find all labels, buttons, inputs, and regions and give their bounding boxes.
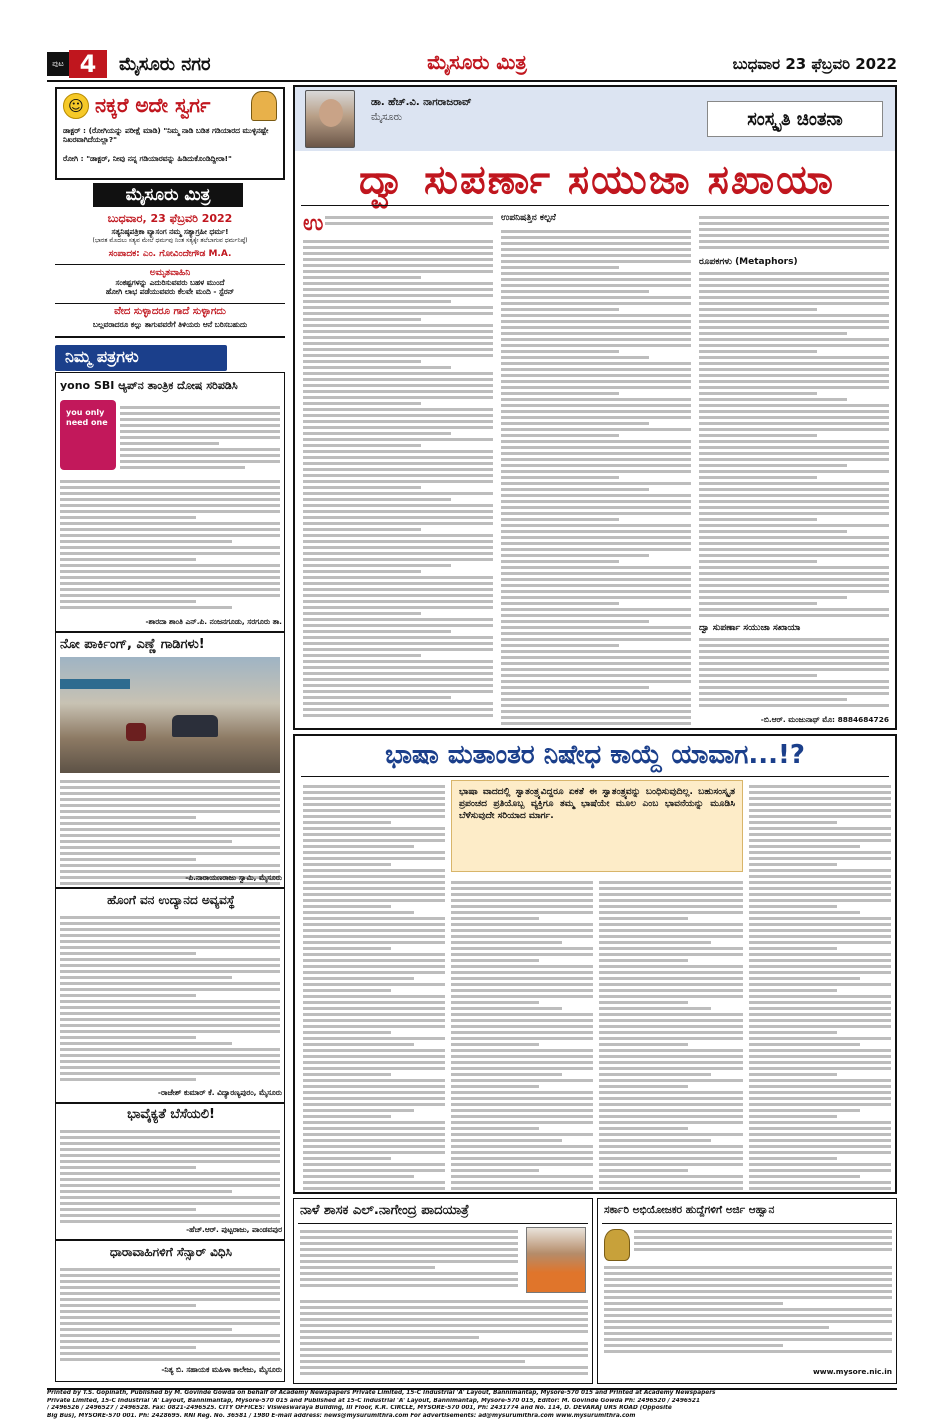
letter-divider-3 — [56, 1102, 284, 1104]
bhasha-lead: ಭಾಷಾ ವಾದದಲ್ಲಿ ಸ್ವಾತಂತ್ರ್ಯವಿದ್ದರೂ ಏಕತೆ ಈ ಸ್ವಾತಂತ್ರ್ಯವನ್ನು ಬಂಧಿಸುವುದಿಲ್ಲ. ಬಹುಸಂಸ್ಕೃತ ಪ್ರಪಂಚದ ಪ್ರತಿಯೊಬ್ಬ ವ್ಯಕ್ತಿಗೂ ತಮ್ಮ ಭಾಷೆಯೇ ಮೂಲ ಎಂಬ ಭಾವನೆಯನ್ನು ಮೂಡಿಸಿ ಬೆಳೆಸುವುದೇ ಸರಿಯಾದ ಮಾರ್ಗ. — [459, 787, 735, 821]
bhasha-headline: ಭಾಷಾ ಮತಾಂತರ ನಿಷೇಧ ಕಾಯ್ದೆ ಯಾವಾಗ...!? — [385, 740, 805, 770]
sarkari-body-2 — [604, 1263, 892, 1363]
footer-line-4: Big Bus), MYSORE-570 001. Ph: 2428695. RNI Reg. No. 36581 / 1980 E-mail address: news@mysurumithra.com For advertisements: ad@mysurumithra.com www.mysurumithra.com — [47, 1412, 636, 1419]
nakkare-box — [55, 87, 285, 180]
letter-title-1: yono SBI ಆ್ಯಪ್‌ನ ತಾಂತ್ರಿಕ ದೋಷ ಸರಿಪಡಿಸಿ — [60, 379, 238, 392]
page-number: 4 — [69, 50, 107, 78]
letter-body-1b — [60, 477, 280, 613]
headline-rule — [301, 205, 889, 206]
masthead-box — [55, 183, 285, 265]
amruta-line-1: ಸಂಕಷ್ಟಗಳನ್ನು ಎದುರಿಸುವವರು ಬಹಳ ಮುಂದೆ — [115, 278, 225, 287]
bhasha-article — [293, 734, 897, 1194]
letter-body-1a — [120, 403, 280, 475]
letter-title-4: ಭಾವೈಕ್ಯತೆ ಬೆಸೆಯಲಿ! — [127, 1107, 215, 1122]
vedha-box — [55, 306, 285, 338]
feature-article — [293, 85, 897, 730]
masthead-tagline-2: (ಭಾರತ ಮೊದಲು ಸತ್ಯವ ಮೇಲೆ ಧರ್ಮವು ನಿಂತ ಸತ್ಯಕ್ಕೇ ತಲೆಬಾಗುವ ಧರ್ಮನಿಷ್ಠೆ) — [92, 237, 248, 244]
letter-title-5: ಧಾರಾವಾಹಿಗಳಿಗೆ ಸೆನ್ಸಾರ್ ವಿಧಿಸಿ — [109, 1245, 233, 1259]
nale-body-2 — [300, 1297, 588, 1381]
feature-subhead-2: ರೂಪಕಗಳು (Metaphors) — [699, 257, 798, 267]
bhasha-col-4 — [749, 782, 891, 1190]
yono-promo-text: you only need one — [66, 408, 108, 427]
masthead-name: ಮೈಸೂರು ಮಿತ್ರ — [93, 183, 243, 207]
parked-scooter — [126, 723, 146, 741]
letter-sign-5: -ನಿತ್ಯ ಬಿ. ಸಹಾಯಕ ಮಹಿಳಾ ಕಾಲೇಜು, ಮೈಸೂರು — [161, 1365, 282, 1374]
letter-title-2: ನೋ ಪಾರ್ಕಿಂಗ್, ಎಣ್ಣೆ ಗಾಡಿಗಳು! — [60, 637, 205, 652]
cartoon-icon — [251, 91, 277, 121]
vedha-title: ವೇದ ಸುಳ್ಳಾದರೂ ಗಾದೆ ಸುಳ್ಳಾಗದು — [114, 306, 226, 317]
emblem-icon — [604, 1229, 630, 1261]
header-rule — [47, 80, 897, 82]
letter-title-3: ಹೊಂಗೆ ವನ ಉದ್ಯಾನದ ಅವ್ಯವಸ್ಥೆ — [107, 893, 235, 907]
feature-subhead-1: ಉಪನಿಷತ್ತಿನ ಕಲ್ಪನೆ — [501, 213, 556, 223]
footer-line-3: / 2496526 / 2496527 / 2496528. Fax: 0821-2496525. CITY OFFICES: Visweswaraya Building, III Floor, K.R. CIRCLE, MYSORE-570 001, Ph: 2431774 and No. 114, D. DEVARAJ URS ROAD (Opposite — [47, 1405, 672, 1412]
amruta-box — [55, 268, 285, 304]
sarkari-url[interactable]: www.mysore.nic.in — [812, 1367, 892, 1376]
letter-divider-2 — [56, 887, 284, 889]
letter-body-4 — [60, 1127, 280, 1223]
sarkari-rule — [602, 1223, 892, 1224]
laughing-face-icon: ☺ — [63, 93, 89, 119]
author-city: ಮೈಸೂರು — [371, 112, 403, 123]
nale-rule — [298, 1223, 588, 1224]
page-label: ಪುಟ — [47, 52, 69, 76]
letter-body-3 — [60, 913, 280, 1085]
bhasha-rule — [301, 776, 889, 777]
letter-sign-2: -ಪಿ.ನಾರಾಯಣರಾಜು ಸ್ವಾಮಿ, ಮೈಸೂರು — [185, 873, 282, 882]
letters-heading — [55, 345, 227, 371]
parked-car — [172, 715, 218, 737]
amruta-title: ಅಮೃತವಾಹಿನಿ — [149, 268, 191, 278]
letter-divider-4 — [56, 1239, 284, 1241]
shop-awning — [60, 679, 130, 689]
page-header — [47, 48, 897, 81]
nale-body-1 — [300, 1227, 518, 1293]
parking-street-photo — [60, 657, 280, 773]
author-name: ಡಾ. ಹೆಚ್.ವಿ. ನಾಗರಾಜರಾವ್ — [371, 97, 472, 108]
letter-sign-4: -ಹೆಚ್.ಆರ್. ಪುಟ್ಟರಾಜು, ಪಾಂಡವಪುರ — [186, 1225, 282, 1234]
feature-sign: -ಬಿ.ಆರ್. ಮಂಜುನಾಥ್ ಮೊ: 8884684726 — [760, 715, 889, 724]
feature-col-3b — [699, 269, 889, 619]
bhasha-col-2 — [451, 878, 593, 1190]
bhasha-lead-box — [451, 780, 743, 872]
nale-headline: ನಾಳೆ ಶಾಸಕ ಎಲ್.ನಾಗೇಂದ್ರ ಪಾದಯಾತ್ರೆ — [300, 1203, 469, 1218]
feature-headline: ದ್ವಾ ಸುಪರ್ಣಾ ಸಯುಜಾ ಸಖಾಯಾ — [358, 157, 836, 203]
letter-body-2 — [60, 777, 280, 885]
header-date: ಬುಧವಾರ 23 ಫೆಬ್ರವರಿ 2022 — [732, 55, 897, 73]
nale-story — [293, 1198, 593, 1384]
bhasha-col-3 — [599, 878, 743, 1190]
feature-subhead-3: ದ್ವಾ ಸುಪರ್ಣಾ ಸಯುಜಾ ಸಖಾಯಾ — [699, 623, 801, 633]
feature-col-2 — [501, 227, 691, 725]
letters-column — [55, 372, 285, 1382]
nakkare-title: ನಕ್ಕರೆ ಅದೇ ಸ್ವರ್ಗ — [95, 93, 211, 117]
footer — [47, 1388, 897, 1424]
nakkare-line-2: ರೋಗಿ : "ಡಾಕ್ಟರ್, ನೀವು ನನ್ನ ಗಡಿಯಾರವನ್ನು ಹಿಡಿದುಕೊಂಡಿದ್ದೀರಾ!" — [63, 154, 232, 163]
author-photo — [305, 90, 355, 148]
column-name: ಸಂಸ್ಕೃತಿ ಚಿಂತನಾ — [707, 101, 883, 137]
masthead-date: ಬುಧವಾರ, 23 ಫೆಬ್ರವರಿ 2022 — [107, 212, 233, 225]
drop-cap: ಉ — [303, 211, 324, 236]
letter-sign-3: -ರಾಜೇಶ್ ಕುಮಾರ್ ಕೆ. ವಿದ್ಯಾರಣ್ಯಪುರಂ, ಮೈಸೂರು — [157, 1088, 282, 1097]
feature-col-3c — [699, 635, 889, 711]
feature-col-1 — [325, 213, 493, 237]
feature-col-1b — [303, 237, 493, 725]
letter-divider-1 — [56, 631, 284, 633]
yono-phone-image — [60, 400, 116, 470]
letter-sign-1: -ಶಾರದಾ ಶಾಂತಿ ಎನ್.ಪಿ. ನಂಜನಗೂಡು, ಸರಗೂರು ತಾ. — [145, 617, 282, 626]
sarkari-body — [634, 1227, 892, 1257]
footer-line-2: Private Limited, 15-C Industrial 'A' Layout, Bannimantap, Mysore-570 015 and Published at 15-C Industrial 'A' Layout, Bannimantap, Mysore-570 015, Editor: M. Govinde Gowda Ph: 2496520 / 2496521 — [47, 1397, 700, 1404]
sarkari-story — [597, 1198, 897, 1384]
footer-line-1: Printed by T.S. Gopinath, Published by M. Govinde Gowda on behalf of Academy Newspapers Private Limited, 15-C Industrial 'A' Layout, Bannimantap, Mysore-570 015 and Printed at Academy Newspapers — [47, 1390, 716, 1396]
amruta-line-2: ಹೋಗಿ ಲಾಭ ಪಡೆಯುವವರು ಕೆಲವೇ ಮಂದಿ - ಸ್ಟೆರನ್ — [105, 287, 235, 297]
nagendra-photo — [526, 1227, 586, 1293]
header-masthead: ಮೈಸೂರು ಮಿತ್ರ — [427, 50, 527, 74]
letter-body-5 — [60, 1265, 280, 1361]
sarkari-headline: ಸರ್ಕಾರಿ ಅಭಿಯೋಜಕರ ಹುದ್ದೆಗಳಿಗೆ ಅರ್ಜಿ ಆಹ್ವಾನ — [604, 1204, 775, 1216]
bhasha-col-1 — [303, 782, 445, 1190]
section-title: ಮೈಸೂರು ನಗರ — [119, 54, 211, 75]
author-head — [319, 99, 343, 127]
masthead-editor: ಸಂಪಾದಕ: ಎಂ. ಗೋವಿಂದೇಗೌಡ M.A. — [108, 249, 232, 259]
nakkare-line-1: ಡಾಕ್ಟರ್ : (ರೋಗಿಯನ್ನು ಪರೀಕ್ಷೆ ಮಾಡಿ) "ನಿಮ್ಮ ನಾಡಿ ಬಡಿತ ಗಡಿಯಾರದ ಮುಳ್ಳಿನಷ್ಟೇ ನಿಖರವಾಗಿದೆಯಲ್ಲಾ?" — [63, 126, 269, 145]
letters-heading-text: ನಿಮ್ಮ ಪತ್ರಗಳು — [65, 347, 139, 366]
vedha-line: ಬಲ್ಲವರಾದರೂ ಕಲ್ಲು ತಾಗುವವರೆಗೆ ತಿಳಿಯರು ಆನೆ ಬರಿಸಬಹುದು — [92, 320, 248, 329]
feature-col-3a — [699, 213, 889, 255]
masthead-tagline-1: ಸತ್ಯನಿಷ್ಠಪತ್ರಿಕಾ ವ್ಯಾಸಂಗ ನಮ್ಮ ಸತ್ಯಾಗ್ರಹೀ ಧರ್ಮ! — [111, 227, 229, 236]
